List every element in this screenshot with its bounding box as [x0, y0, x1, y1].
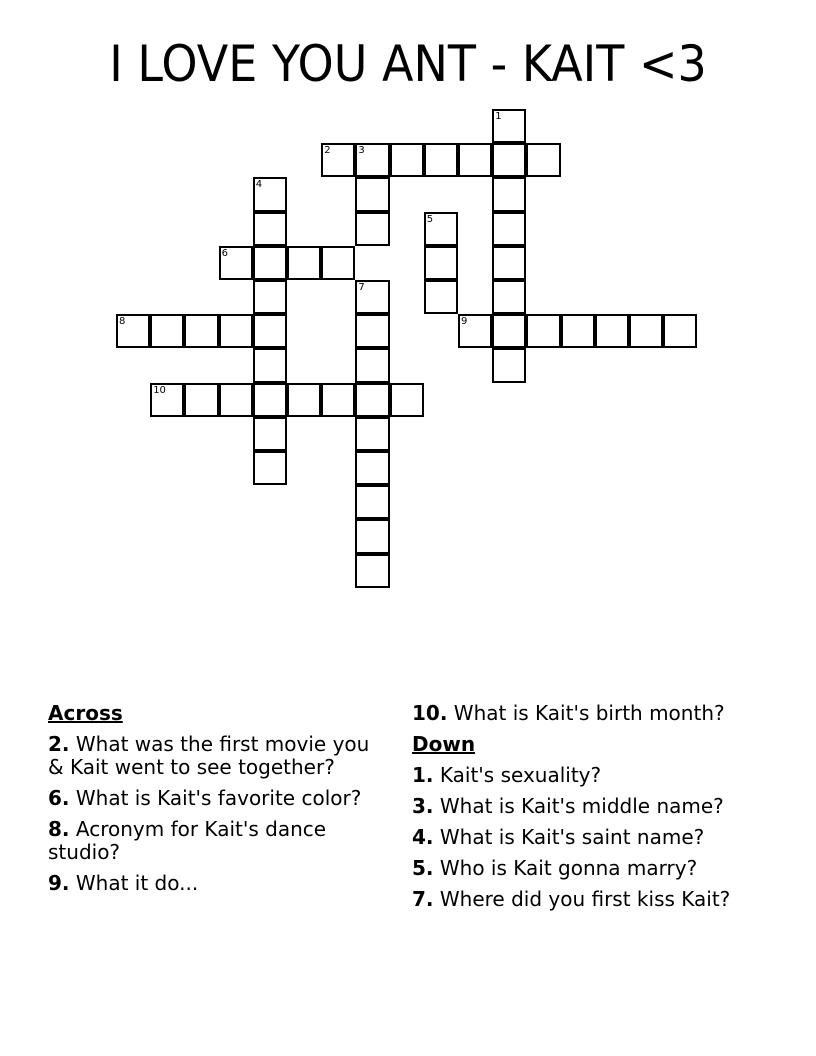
clue-number: 5. — [412, 856, 434, 880]
page-title: I LOVE YOU ANT - KAIT <3 — [109, 35, 707, 93]
crossword-cell[interactable] — [253, 280, 287, 314]
clue-across-8 — [48, 818, 378, 864]
crossword-cell[interactable] — [526, 314, 560, 348]
clue-number: 9. — [48, 871, 70, 895]
crossword-cell[interactable] — [492, 348, 526, 382]
cell-number: 5 — [426, 213, 434, 225]
crossword-cell[interactable] — [355, 383, 389, 417]
clue-text: Who is Kait gonna marry? — [433, 856, 698, 880]
crossword-cell[interactable] — [526, 143, 560, 177]
clue-across-2 — [48, 733, 378, 779]
crossword-cell[interactable] — [492, 280, 526, 314]
clue-number: 4. — [412, 825, 434, 849]
crossword-cell[interactable] — [424, 280, 458, 314]
crossword-cell[interactable] — [253, 417, 287, 451]
clues-column-left — [48, 702, 378, 903]
crossword-cell[interactable] — [561, 314, 595, 348]
crossword-cell[interactable] — [458, 314, 492, 348]
crossword-cell[interactable] — [355, 143, 389, 177]
cell-number: 3 — [358, 145, 365, 157]
clue-number: 10. — [412, 701, 448, 725]
cell-number: 7 — [358, 282, 365, 293]
across-heading: Across — [48, 701, 123, 725]
crossword-cell[interactable] — [253, 348, 287, 382]
clue-number: 3. — [412, 794, 434, 818]
crossword-cell[interactable] — [321, 143, 355, 177]
crossword-cell[interactable] — [492, 177, 526, 211]
clues-column-right — [412, 702, 782, 919]
crossword-cell[interactable] — [184, 314, 218, 348]
clue-text: What is Kait's birth month? — [447, 701, 725, 725]
clue-text: What is Kait's saint name? — [433, 825, 705, 849]
crossword-cell[interactable] — [355, 212, 389, 246]
crossword-cell[interactable] — [321, 246, 355, 280]
crossword-cell[interactable] — [253, 246, 287, 280]
crossword-cell[interactable] — [355, 417, 389, 451]
cell-number: 2 — [324, 145, 331, 157]
clue-down-5 — [412, 857, 782, 880]
crossword-cell[interactable] — [390, 383, 424, 417]
crossword-cell[interactable] — [663, 314, 697, 348]
cell-number: 1 — [495, 111, 502, 122]
clue-text: Acronym for Kait's dance studio? — [48, 817, 327, 864]
crossword-cell[interactable] — [595, 314, 629, 348]
clue-number: 1. — [412, 763, 434, 787]
crossword-cell[interactable] — [424, 246, 458, 280]
cell-number: 4 — [255, 179, 263, 191]
crossword-cell[interactable] — [253, 383, 287, 417]
crossword-cell[interactable] — [492, 109, 526, 143]
crossword-cell[interactable] — [150, 383, 184, 417]
clue-text: What is Kait's middle name? — [433, 794, 724, 818]
crossword-cell[interactable] — [321, 383, 355, 417]
clue-text: What it do... — [69, 871, 199, 895]
clue-down-4 — [412, 826, 782, 849]
crossword-cell[interactable] — [184, 383, 218, 417]
cell-number: 8 — [119, 316, 126, 328]
crossword-cell[interactable] — [492, 212, 526, 246]
crossword-cell[interactable] — [355, 348, 389, 382]
clue-number: 7. — [412, 887, 434, 911]
crossword-cell[interactable] — [253, 212, 287, 246]
clue-text: What is Kait's favorite color? — [69, 786, 362, 810]
clue-text: Where did you first kiss Kait? — [433, 887, 731, 911]
clue-across-10 — [412, 702, 782, 725]
clue-down-7 — [412, 888, 782, 911]
clue-across-9 — [48, 872, 378, 895]
crossword-cell[interactable] — [355, 451, 389, 485]
crossword-cell[interactable] — [355, 485, 389, 519]
crossword-cell[interactable] — [287, 246, 321, 280]
clue-number: 2. — [48, 732, 70, 756]
crossword-cell[interactable] — [150, 314, 184, 348]
crossword-cell[interactable] — [458, 143, 492, 177]
clue-text: What was the first movie you & Kait went to see together? — [48, 732, 370, 779]
crossword-cell[interactable] — [492, 314, 526, 348]
clue-number: 6. — [48, 786, 70, 810]
crossword-cell[interactable] — [219, 383, 253, 417]
cell-number: 10 — [153, 384, 166, 396]
crossword-cell[interactable] — [287, 383, 321, 417]
crossword-cell[interactable] — [355, 314, 389, 348]
cell-number: 6 — [221, 247, 228, 259]
down-heading: Down — [412, 732, 476, 756]
crossword-cell[interactable] — [492, 246, 526, 280]
crossword-cell[interactable] — [253, 177, 287, 211]
crossword-cell[interactable] — [355, 519, 389, 553]
crossword-cell[interactable] — [219, 246, 253, 280]
crossword-cell[interactable] — [116, 314, 150, 348]
cell-number: 9 — [461, 316, 468, 328]
crossword-cell[interactable] — [424, 212, 458, 246]
clue-down-1 — [412, 764, 782, 787]
crossword-cell[interactable] — [629, 314, 663, 348]
crossword-cell[interactable] — [390, 143, 424, 177]
crossword-cell[interactable] — [355, 177, 389, 211]
crossword-cell[interactable] — [424, 143, 458, 177]
crossword-cell[interactable] — [219, 314, 253, 348]
clue-across-6 — [48, 787, 378, 810]
clue-text: Kait's sexuality? — [433, 763, 602, 787]
clue-down-3 — [412, 795, 782, 818]
crossword-cell[interactable] — [253, 451, 287, 485]
crossword-cell[interactable] — [253, 314, 287, 348]
crossword-cell[interactable] — [355, 554, 389, 588]
crossword-cell[interactable] — [355, 280, 389, 314]
crossword-cell[interactable] — [492, 143, 526, 177]
clue-number: 8. — [48, 817, 70, 841]
